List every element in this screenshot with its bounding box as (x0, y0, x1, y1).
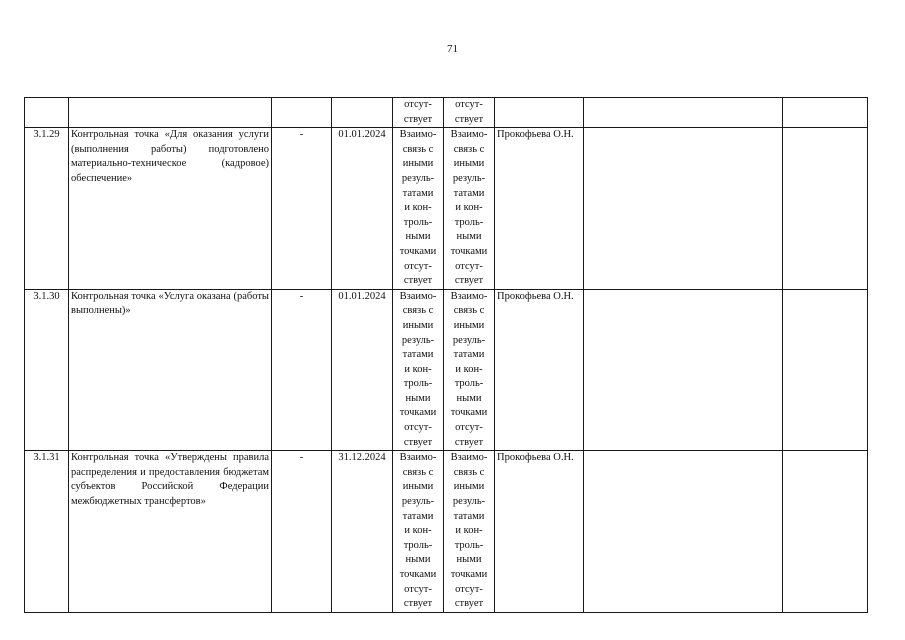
cell-num (25, 98, 69, 128)
cell-empty (584, 128, 783, 290)
row-relation-checkpoints (444, 451, 495, 613)
text-line: отсут- (455, 99, 483, 110)
text-line: отсут- (455, 583, 483, 595)
text-line: ствует (403, 598, 433, 610)
text-line: и кон- (455, 363, 483, 375)
text-line: и кон- (455, 525, 483, 537)
table-row (25, 451, 868, 613)
text-line: отсут- (404, 583, 432, 595)
row-dash: - (272, 128, 332, 290)
table-row (25, 289, 868, 451)
cell-relation-results (393, 98, 444, 128)
text-line: ствует (454, 275, 484, 287)
text-line: иными (453, 481, 485, 493)
row-responsible: Прокофьева О.Н. (495, 128, 584, 290)
row-relation-results (393, 128, 444, 290)
row-responsible: Прокофьева О.Н. (495, 451, 584, 613)
text-line: татами (453, 510, 485, 522)
row-number: 3.1.31 (25, 451, 69, 613)
row-description: Контрольная точка «Услуга оказана (работы выполнены)» (69, 289, 272, 451)
text-line: Взаимо- (450, 129, 488, 141)
text-line: троль- (454, 378, 484, 390)
text-line: ствует (403, 436, 433, 448)
text-line: отсут- (455, 422, 483, 434)
text-line: троль- (403, 216, 433, 228)
text-line: отсут- (404, 260, 432, 272)
cell-empty (584, 289, 783, 451)
text-line: резуль- (401, 334, 435, 346)
cell-date (332, 98, 393, 128)
text-line: резуль- (401, 496, 435, 508)
row-number: 3.1.30 (25, 289, 69, 451)
text-line: Взаимо- (450, 452, 488, 464)
text-line: и кон- (404, 363, 432, 375)
row-date: 01.01.2024 (332, 289, 393, 451)
cell-empty (783, 289, 868, 451)
row-relation-results (393, 289, 444, 451)
text-line: резуль- (452, 334, 486, 346)
text-line: резуль- (401, 172, 435, 184)
text-line: и кон- (404, 525, 432, 537)
text-line: отсут- (455, 260, 483, 272)
text-line: связь с (453, 143, 485, 155)
text-line: ствует (454, 436, 484, 448)
text-line: иными (402, 319, 434, 331)
row-relation-checkpoints (444, 289, 495, 451)
text-line: связь с (402, 143, 434, 155)
text-line: иными (402, 481, 434, 493)
text-line: связь с (402, 305, 434, 317)
text-line: ствует (454, 113, 484, 125)
row-relation-results (393, 451, 444, 613)
text-line: точками (399, 245, 437, 257)
text-line: Взаимо- (399, 290, 437, 302)
text-line: связь с (453, 466, 485, 478)
text-line: ными (405, 392, 431, 404)
cell-dash (272, 98, 332, 128)
text-line: и кон- (404, 202, 432, 214)
text-line: ными (456, 231, 482, 243)
cell-empty (783, 98, 868, 128)
text-line: и кон- (455, 202, 483, 214)
text-line: иными (453, 319, 485, 331)
row-date: 01.01.2024 (332, 128, 393, 290)
text-line: Взаимо- (450, 290, 488, 302)
text-line: татами (402, 510, 434, 522)
row-dash: - (272, 451, 332, 613)
text-line: троль- (403, 539, 433, 551)
text-line: связь с (402, 466, 434, 478)
cell-description (69, 98, 272, 128)
row-responsible: Прокофьева О.Н. (495, 289, 584, 451)
cell-empty (584, 98, 783, 128)
page-number: 71 (447, 43, 458, 55)
text-line: точками (450, 245, 488, 257)
row-description: Контрольная точка «Утверждены правила распределения и предоставления бюджетам субъектов Российской Федерации межбюджетных трансфертов» (69, 451, 272, 613)
text-line: ствует (403, 113, 433, 125)
text-line: точками (450, 569, 488, 580)
text-line: троль- (403, 378, 433, 390)
text-line: троль- (454, 216, 484, 228)
text-line: ными (405, 554, 431, 566)
text-line: татами (402, 187, 434, 199)
text-line: ствует (454, 598, 484, 610)
control-points-table (24, 97, 868, 613)
text-line: ствует (403, 275, 433, 287)
cell-responsible (495, 98, 584, 128)
table-row-continuation (25, 98, 868, 128)
text-line: связь с (453, 305, 485, 317)
text-line: точками (399, 407, 437, 419)
text-line: резуль- (452, 172, 486, 184)
row-date: 31.12.2024 (332, 451, 393, 613)
text-line: ными (456, 392, 482, 404)
text-line: ными (405, 231, 431, 243)
text-line: отсут- (404, 422, 432, 434)
row-dash: - (272, 289, 332, 451)
cell-empty (783, 128, 868, 290)
text-line: точками (399, 569, 437, 580)
table-row (25, 128, 868, 290)
text-line: татами (453, 187, 485, 199)
row-relation-checkpoints (444, 128, 495, 290)
text-line: Взаимо- (399, 452, 437, 464)
text-line: Взаимо- (399, 129, 437, 141)
text-line: троль- (454, 539, 484, 551)
text-line: иными (402, 158, 434, 170)
row-description: Контрольная точка «Для оказания услуги (выполнения работы) подготовлено материально-техническое (кадровое) обеспечение» (69, 128, 272, 290)
cell-empty (783, 451, 868, 613)
cell-relation-checkpoints (444, 98, 495, 128)
cell-empty (584, 451, 783, 613)
text-line: иными (453, 158, 485, 170)
text-line: татами (402, 349, 434, 361)
text-line: отсут- (404, 99, 432, 110)
text-line: ными (456, 554, 482, 566)
text-line: татами (453, 349, 485, 361)
row-number: 3.1.29 (25, 128, 69, 290)
text-line: резуль- (452, 496, 486, 508)
text-line: точками (450, 407, 488, 419)
